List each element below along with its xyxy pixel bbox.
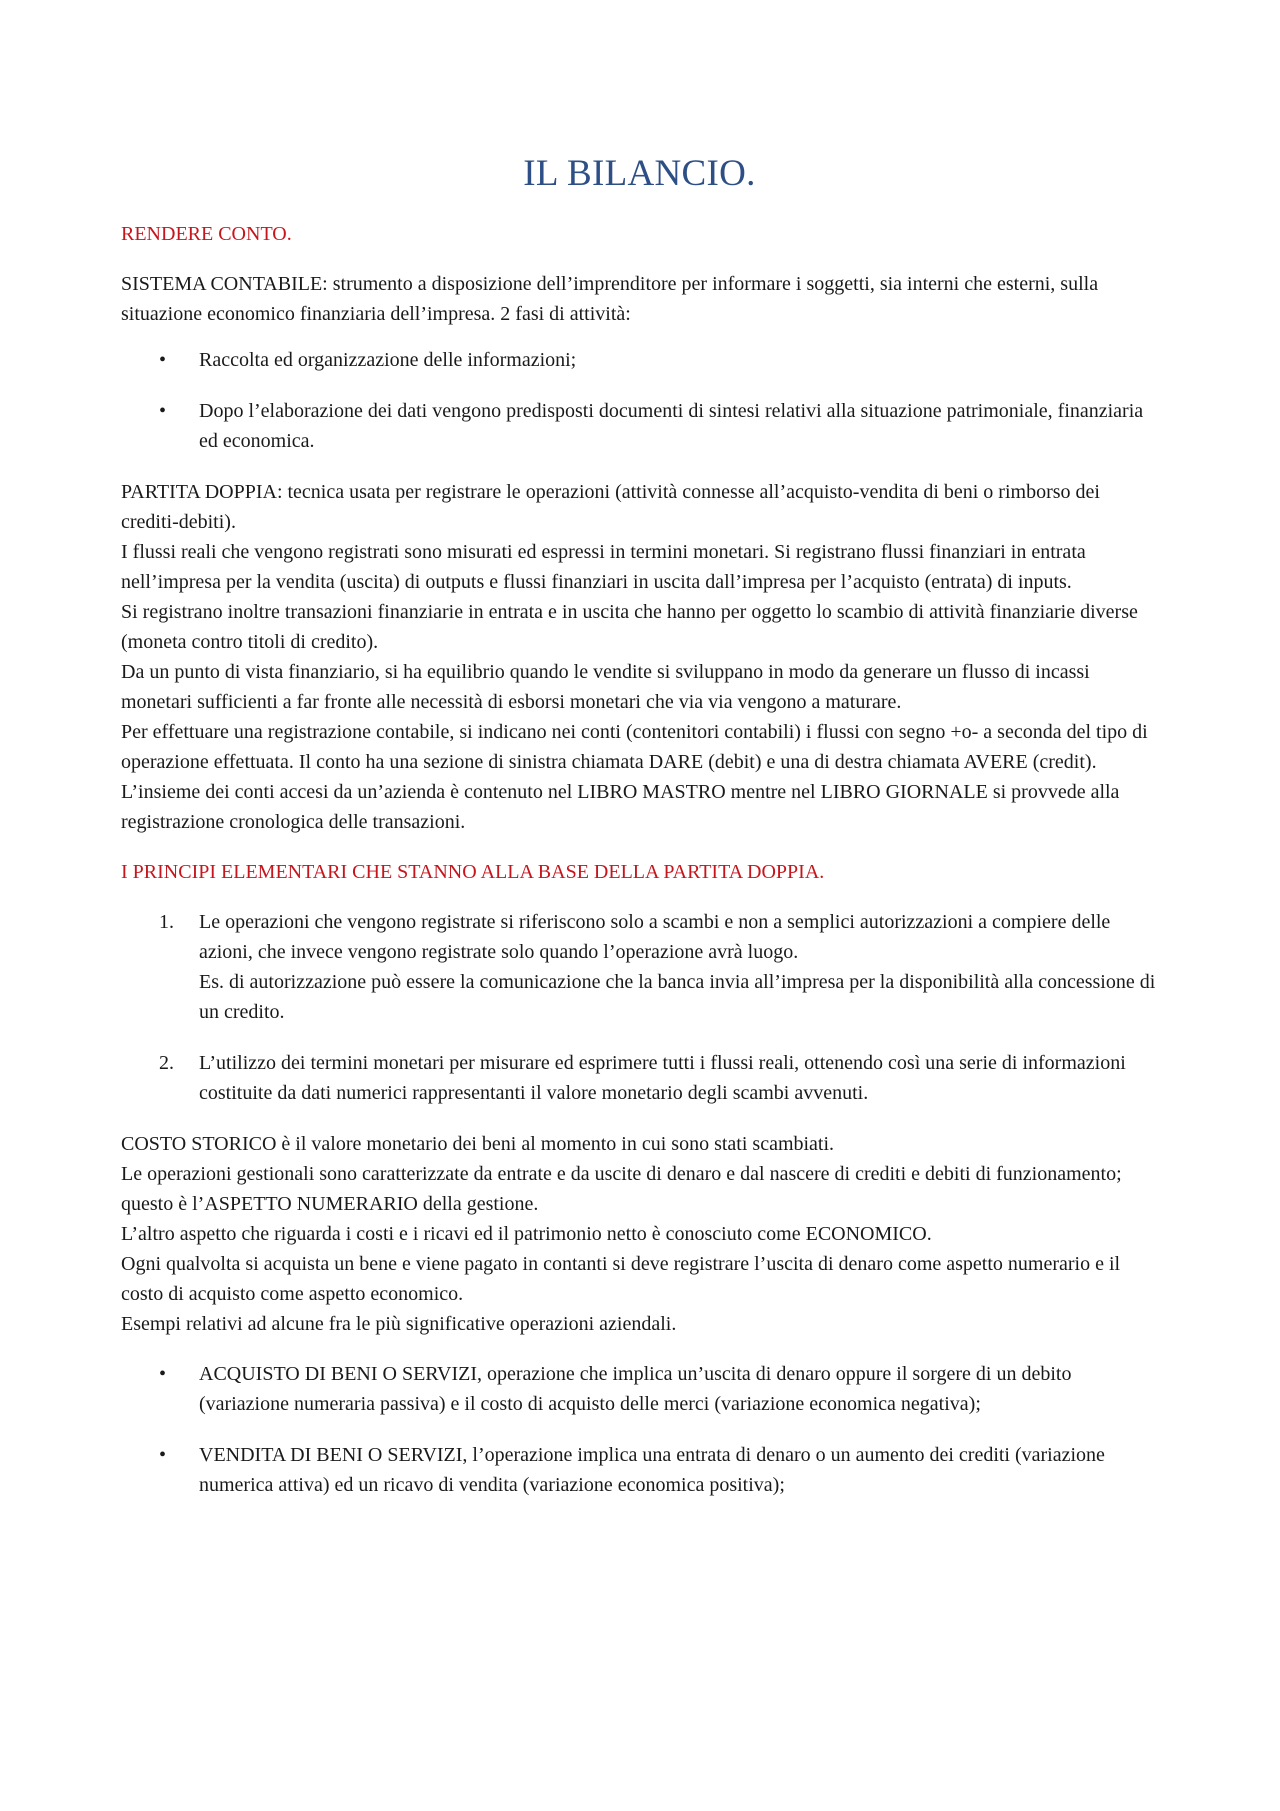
list-item-text: ACQUISTO DI BENI O SERVIZI, operazione che implica un’uscita di denaro oppure il sorgere di un debito (variazione numeraria passiva) e il costo di acquisto delle merci (variazione economica negativa); <box>199 1363 1072 1415</box>
bullet-list-operazioni <box>121 1359 1158 1500</box>
bullet-icon: • <box>159 400 167 422</box>
paragraph-line: PARTITA DOPPIA: tecnica usata per registrare le operazioni (attività connesse all’acquisto-vendita di beni o rimborso dei crediti-debiti). <box>121 481 1100 533</box>
list-item <box>121 345 1158 375</box>
numbered-item-example: Es. di autorizzazione può essere la comunicazione che la banca invia all’impresa per la disponibilità alla concessione di un credito. <box>199 971 1156 1023</box>
paragraph-text: Ogni qualvolta si acquista un bene e viene pagato in contanti si deve registrare l’uscita di denaro come aspetto numerario e il costo di acquisto come aspetto economico. <box>121 1253 1121 1305</box>
paragraph-line: COSTO STORICO è il valore monetario dei beni al momento in cui sono stati scambiati. <box>121 1133 835 1155</box>
heading-rendere-conto: RENDERE CONTO. <box>121 223 292 245</box>
page-title: IL BILANCIO. <box>523 153 756 194</box>
list-item-text: Dopo l’elaborazione dei dati vengono predisposti documenti di sintesi relativi alla situazione patrimoniale, finanziaria ed economica. <box>199 400 1144 452</box>
bullet-list-fasi <box>121 345 1158 456</box>
numbered-item-text: Le operazioni che vengono registrate si riferiscono solo a scambi e non a semplici autorizzazioni a compiere delle azioni, che invece vengono registrate solo quando l’operazione avrà luogo. <box>199 911 1111 963</box>
list-item-text: VENDITA DI BENI O SERVIZI, l’operazione implica una entrata di denaro o un aumento dei crediti (variazione numerica attiva) ed un ricavo di vendita (variazione economica positiva); <box>199 1444 1105 1496</box>
list-item <box>121 1440 1158 1500</box>
heading-principi-elementari: I PRINCIPI ELEMENTARI CHE STANNO ALLA BASE DELLA PARTITA DOPPIA. <box>121 861 825 883</box>
numbered-item-text: L’utilizzo dei termini monetari per misurare ed esprimere tutti i flussi reali, ottenendo così una serie di informazioni costituite da dati numerici rappresentanti il valore monetario degli scambi avvenuti. <box>199 1052 1126 1104</box>
partita-doppia-section <box>121 477 1158 837</box>
list-item <box>121 396 1158 456</box>
paragraph-line: Per effettuare una registrazione contabile, si indicano nei conti (contenitori contabili) i flussi con segno +o- a seconda del tipo di operazione effettuata. Il conto ha una sezione di sinistra chiamata DARE (debit) e una di destra chiamata AVERE (credit). <box>121 721 1148 773</box>
paragraph-line: L’insieme dei conti accesi da un’azienda è contenuto nel LIBRO MASTRO mentre nel LIBRO GIORNALE si provvede alla registrazione cronologica delle transazioni. <box>121 781 1120 833</box>
paragraph-line: L’altro aspetto che riguarda i costi e i ricavi ed il patrimonio netto è conosciuto come ECONOMICO. <box>121 1223 932 1245</box>
paragraph-line <box>121 1249 1158 1309</box>
paragraph-line: Da un punto di vista finanziario, si ha equilibrio quando le vendite si sviluppano in modo da generare un flusso di incassi monetari sufficienti a far fronte alle necessità di esborsi monetari che via via vengono a maturare. <box>121 661 1090 713</box>
paragraph-sistema-contabile: SISTEMA CONTABILE: strumento a disposizione dell’imprenditore per informare i soggetti, sia interni che esterni, sulla situazione economico finanziaria dell’impresa. 2 fasi di attività: <box>121 273 1099 325</box>
numbered-list-principi <box>121 907 1158 1108</box>
paragraph-line: Esempi relativi ad alcune fra le più significative operazioni aziendali. <box>121 1313 677 1335</box>
bullet-icon: • <box>159 1444 167 1466</box>
paragraph-line: Si registrano inoltre transazioni finanziarie in entrata e in uscita che hanno per oggetto lo scambio di attività finanziarie diverse (moneta contro titoli di credito). <box>121 601 1138 653</box>
bullet-icon: • <box>159 349 167 371</box>
numbered-item <box>121 907 1158 1027</box>
paragraph-line: I flussi reali che vengono registrati sono misurati ed espressi in termini monetari. Si registrano flussi finanziari in entrata nell’impresa per la vendita (uscita) di outputs e flussi finanziari in uscita dall’impresa per l’acquisto (entrata) di inputs. <box>121 541 1086 593</box>
list-item <box>121 1359 1158 1419</box>
item-number: 2. <box>159 1052 174 1074</box>
bullet-icon: • <box>159 1363 167 1385</box>
paragraph-line: Le operazioni gestionali sono caratterizzate da entrate e da uscite di denaro e dal nascere di crediti e debiti di funzionamento; questo è l’ASPETTO NUMERARIO della gestione. <box>121 1163 1122 1215</box>
item-number: 1. <box>159 911 174 933</box>
costo-storico-section <box>121 1129 1158 1339</box>
numbered-item <box>121 1048 1158 1108</box>
list-item-text: Raccolta ed organizzazione delle informazioni; <box>199 349 577 371</box>
